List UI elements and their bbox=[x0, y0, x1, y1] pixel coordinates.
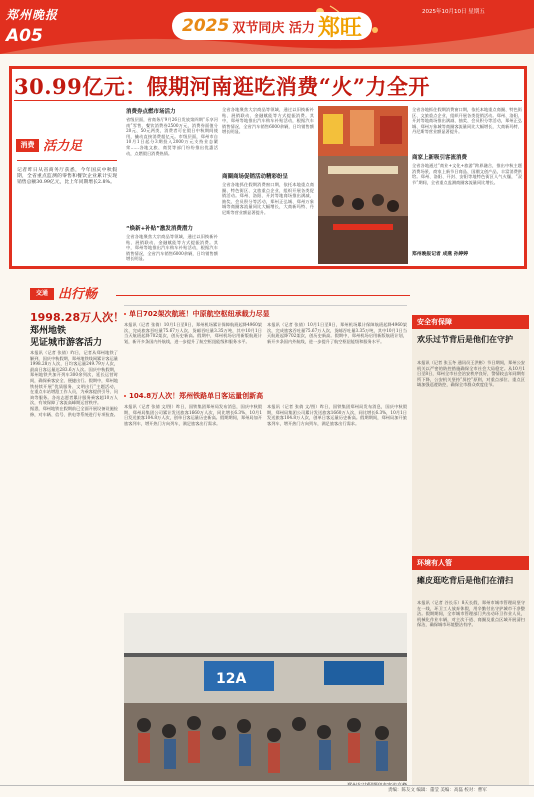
environment-body: 本报讯（记者 谷长乐）8天长假，郑州市城市管理局坚守在一线，环卫工人放弃休假，用辛勤付出守护城市干净整洁。假期期间，全市城市管理部门共出动环卫作业人员，机械化作业车辆，对主次干道、商圈及重点区域开展清扫保洁，确保城市环境整洁有序。 bbox=[417, 600, 525, 628]
slogan-text: 双节同庆 活力 bbox=[232, 20, 315, 36]
airport-body: 本报讯（记者 张倩）10月1日至8日，郑州机场累计保障航班起降4960架次，完成旅客吞吐量75.67万人次，货邮吞吐量3.35万吨，其中10月1日当天航班起降702架次，创历史新高。假期中，郑州机场启用新版航班计划，新开多条国内外航线，进一步提升了航空枢纽能级和服务水平。 bbox=[124, 322, 262, 344]
transport-section-label bbox=[30, 283, 410, 302]
railway-body-continued: 本报讯（记者 张倩 文/图）昨日，国铁集团郑州局发布消息，国庆中秋假期，郑州局集团公司累计发送旅客1660万人次，同比增长6.3%，10月1日发送旅客104.8万人次，创单日客运量历史新高。假期期间，郑州局加开旅客列车，增开热门方向列车，满足旅客出行需求。 bbox=[267, 404, 407, 426]
page-credits: 责编：陈友文 编辑：董莹 美编：高磊 校对：曹军 bbox=[388, 788, 487, 793]
paper-logo: 郑州晚报 bbox=[6, 8, 59, 22]
body-renewal-continued: 全省各地聚焦大宗商品等领域，通过以旧换新补贴、展销联动、金融赋能等方式提振消费。其中，郑州等地推出汽车购车补贴活动，根据汽车销售情况，全省汽车销售6000余辆，日均销售额增长明显。 bbox=[222, 107, 314, 135]
station-photo bbox=[124, 613, 407, 781]
transport-rule bbox=[116, 295, 410, 296]
station-gate-sign: 12A bbox=[216, 671, 247, 687]
environment-headline: 瘫皮逛吃背后是他们在清扫 bbox=[417, 576, 513, 585]
airport-rule bbox=[124, 305, 407, 306]
page-number: A05 bbox=[6, 26, 43, 46]
slogan-year: 2025 bbox=[182, 16, 230, 36]
holiday-slogan bbox=[172, 12, 372, 40]
body-renewal-part1: 全省各地聚焦大宗商品等领域，通过以旧换新补贴、展销联动、金融赋能等方式提振消费。其中，郑州等地推出汽车购车补贴活动，根据汽车销售情况，全省汽车销售6000余辆，日均销售额增长明显。 bbox=[126, 234, 218, 262]
airport-headline: 单日702架次航班！中原航空枢纽承载力尽显 bbox=[129, 310, 270, 318]
environment-bar bbox=[412, 556, 529, 570]
transport-section-name: 出行畅 bbox=[58, 287, 98, 302]
metro-body: 本报讯（记者 张倩）昨日，记者从郑州地铁了解到，国庆中秋假期，郑州地铁线网累计客运量1998.28万人次，日均客运量249.79万人次，最高日客运量达283.6万人次。国庆中秋假期，郑州地铁共加开列车300余列次，延长运营时间，确保乘客安全、便捷出行。假期中，郑州地铁持续开展“优质服务、文明出行”主题活动，在重点车站增派工作人员，为乘客提供引导、问询等服务。各站志愿者累计服务乘客超10万人次，有效保障了客流高峰期运营秩序。 据悉，郑州地铁在假期前已全面开展设备设施检修，对车辆、信号、供电等系统进行专项检查。 bbox=[30, 350, 118, 417]
metro-headline-number: 1998.28万人次！ bbox=[30, 311, 125, 324]
subhead-malls: 商圈商场促销活动精彩纷呈 bbox=[222, 174, 289, 180]
airport-bullet bbox=[124, 313, 126, 315]
body-malls-continued: 全省各地抓住假期消费窗口期，依托本地重点商圈、特色街区、文旅重点企业，组织开展各类促销活动。郑州、洛阳、开封等地商场推出满减、抽奖、会员积分等活动，郑州正弘城、郑州万象城等商圈客流量同比大幅增长，大商新玛特、丹尼斯等营业额显著提升。 bbox=[412, 107, 522, 135]
safety-headline: 欢乐过节背后是他们在守护 bbox=[417, 335, 513, 344]
subhead-vouchers: 消费券点燃市场活力 bbox=[126, 109, 176, 115]
feature-intro: 记者昨日从省商务厅获悉，今年国庆中秋假期，全省重点监测的零售和餐饮企业累计实现销售总额30.99亿元，比上年同期增长2.8%。 bbox=[17, 168, 117, 185]
metro-headline-line1: 郑州地铁 bbox=[30, 326, 67, 336]
body-vouchers: 省级层面，省商务厅9月26日发放第四期“乐享河南”零售、餐饮消费券2500万元，消费券面值分20元、50元两类，消费者可在假日中秋期间使用，撬动直接消费超亿元。市级层面，郑州市自10月1日起分3期投入2000万元支持业态繁荣……各地文旅、商贸等部门纷纷推出优惠活动，点燃假日消费热情。 bbox=[126, 117, 218, 156]
consumption-section-name: 活力足 bbox=[43, 139, 83, 154]
safety-body: 本报讯（记者 张玉冬 通讯员王洪彬）节日期间，郑州公安机关以严密的防控措施确保全市社会大局稳定。从10月1日至8日，郑州全市社会治安秩序良好，警情较去年同期有所下降，公安机关坚持“屏控”原则，对重点部位、重点区域加强巡逻防控，确保全市群众欢度佳节。 bbox=[417, 360, 525, 388]
subhead-new-products: 商家上新吸引客流消费 bbox=[412, 155, 468, 161]
body-malls: 全省各地抓住假期消费窗口期，依托本地重点商圈、特色街区、文旅重点企业，组织开展各类促销活动。郑州、洛阳、开封等地商场推出满减、抽奖、会员积分等活动，郑州正弘城、郑州万象城等商圈客流量同比大幅增长，大商新玛特、丹尼斯等营业额显著提升。 bbox=[222, 182, 314, 215]
station-photo-illustration bbox=[124, 613, 407, 781]
intro-rule bbox=[17, 160, 117, 161]
feature-headline: 30.99亿元：假期河南逛吃消费“火”力全开 bbox=[14, 74, 430, 99]
subhead-renewal: “焕新+补贴”激发消费潜力 bbox=[126, 226, 193, 232]
environment-bar-title: 环境有人管 bbox=[417, 559, 452, 567]
railway-body: 本报讯（记者 张倩 文/图）昨日，国铁集团郑州局发布消息，国庆中秋假期，郑州局集团公司累计发送旅客1660万人次，同比增长6.3%，10月1日发送旅客104.8万人次，创单日客运量历史新高。假期期间，郑州局加开旅客列车，增开热门方向列车，满足旅客出行需求。 bbox=[124, 404, 262, 426]
transport-tag: 交通 bbox=[30, 288, 54, 300]
railway-headline: 104.8万人次！郑州铁路单日客运量创新高 bbox=[129, 392, 264, 400]
slogan-big-character: 郑旺 bbox=[317, 15, 362, 41]
body-new-products: 全省各地通过“商业+文化+旅游”跨界融合，推出中秋主题消费场景，商家上新节日商品、国潮文创产品，丰富消费供给。郑州、洛阳、开封、安阳等地特色街区人气火爆，“双节”期间，全省重点监测商圈客流量同比增长。 bbox=[412, 163, 522, 185]
consumption-section-label bbox=[16, 135, 120, 155]
shopping-street-photo bbox=[318, 106, 408, 264]
metro-headline-line2: 见证城市游客活力 bbox=[30, 338, 103, 348]
airport-body-continued: 本报讯（记者 张倩）10月1日至8日，郑州机场累计保障航班起降4960架次，完成旅客吞吐量75.67万人次，货邮吞吐量3.35万吨，其中10月1日当天航班起降702架次，创历史新高。假期中，郑州机场启用新版航班计划，新开多条国内外航线，进一步提升了航空枢纽能级和服务水平。 bbox=[267, 322, 407, 344]
railway-bullet bbox=[124, 395, 126, 397]
safety-bar-title: 安全有保障 bbox=[417, 318, 452, 326]
consumption-tag: 消费 bbox=[16, 139, 39, 152]
headline-rule bbox=[14, 100, 522, 101]
safety-bar bbox=[412, 315, 529, 329]
feature-byline: 郑州晚报记者 成燕 孙婷婷 bbox=[412, 252, 469, 257]
issue-date: 2025年10月10日 星期五 bbox=[422, 9, 485, 15]
